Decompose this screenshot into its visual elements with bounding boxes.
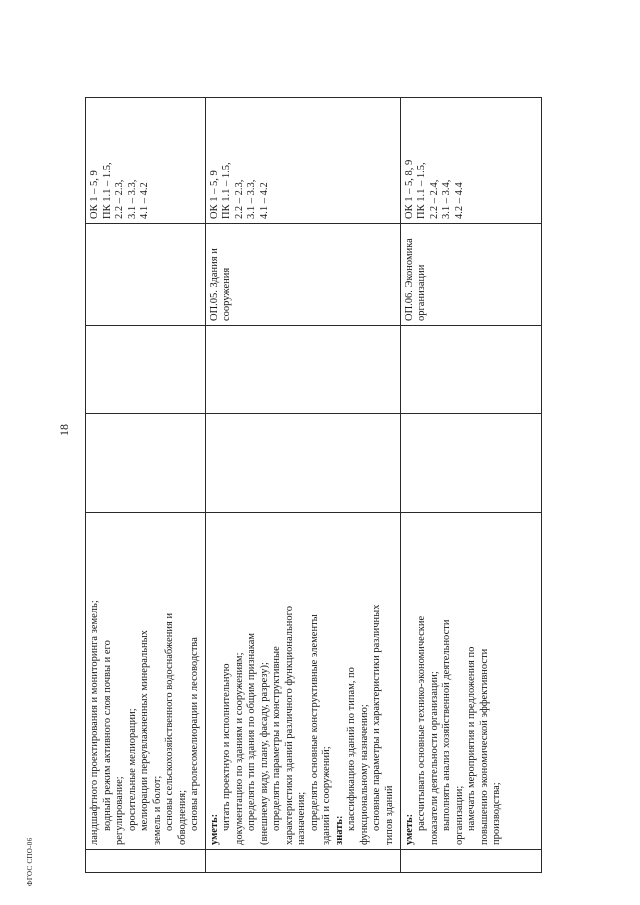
table-cell-hours [400,326,541,414]
discipline-name: ОП.06. Экономика организации [403,238,427,321]
content-heading: уметь: [208,813,220,845]
content-line: основы агролесомелиорации и лесоводства [189,637,200,831]
competency-line: 3.1 – 3.3, [246,179,257,219]
table-cell-discipline [205,224,400,326]
competency-line: ОК 1 – 5, 9 [208,170,220,219]
content-line: организации; [453,785,465,845]
competency-line: 2.2 – 2.4, [428,179,440,219]
competency-line: 4.2 – 4.4 [453,182,465,219]
content-line: основные параметры и характеристики различных [371,604,382,831]
content-line: производства; [491,782,502,845]
table-cell-hours [205,326,400,414]
competency-line: ПК 1.1 – 1.5, [416,162,427,219]
footer-code: ФГОС СПО-06 [26,837,34,886]
table-cell-competencies [400,98,541,224]
content-line: мелиорации переувлажненных минеральных [139,630,150,831]
table-cell-competencies [86,98,206,224]
competency-line: 3.1 – 3.3, [126,179,138,219]
content-line: рассчитывать основные технико-экономические [416,615,427,831]
table-cell-index [86,850,206,873]
competency-line: 2.2 – 2.3, [233,179,245,219]
content-line: функциональному назначению; [358,704,370,845]
table-cell-content [205,513,400,850]
content-line: повышению экономической эффективности [478,648,490,845]
discipline-name: ОП.05. Здания и сооружения [208,248,232,321]
content-line: классификацию зданий по типам, по [346,667,357,831]
content-line: типов зданий [383,785,395,845]
table-cell-hours [205,414,400,513]
table-cell-discipline [400,224,541,326]
table-cell-hours [86,414,206,513]
content-line: намечать мероприятия и предложения по [466,646,477,831]
table-cell-content [400,513,541,850]
competency-line: ОК 1 – 5, 9 [89,170,100,219]
content-line: показатели деятельности организации; [428,671,440,845]
content-line: (внешнему виду, плану, фасаду, разрезу); [258,662,270,845]
content-line: документацию по зданиям и сооружениям; [233,652,245,845]
content-line: выполнять анализ хозяйственной деятельности [441,619,452,831]
content-line: зданий и сооружений; [321,746,332,845]
table-cell-hours [86,326,206,414]
content-line: оросительные мелиорации; [126,708,138,831]
competency-line: 4.1 – 4.2 [258,182,270,219]
table-row [400,28,541,873]
content-line: читать проектную и исполнительную [221,663,232,831]
table-cell-competencies [205,98,400,224]
table-cell-hours [400,414,541,513]
content-line: ландшафтного проектирования и мониторинга земель; [89,600,100,845]
content-line: определять параметры и конструктивные [271,646,282,831]
content-heading: знать: [333,815,345,845]
page-number: 18 [57,424,71,436]
content-heading: уметь: [403,813,415,845]
table-row [205,28,400,873]
table-row [86,28,206,873]
content-line: определять основные конструктивные элементы [308,614,320,831]
content-line: назначения; [296,791,307,845]
table-cell-index [205,850,400,873]
competency-line: ПК 1.1 – 1.5, [221,162,232,219]
content-line: водный режим активного слоя почвы и его [101,640,113,831]
curriculum-table [85,27,542,873]
competency-line: ПК 1.1 – 1.5, [101,162,113,219]
content-line: определять тип здания по общим признакам [246,632,257,831]
competency-line: ОК 1 – 5, 8, 9 [403,159,415,219]
content-line: обводнения; [176,789,188,845]
content-line: регулирование; [114,776,125,845]
competency-line: 2.2 – 2.3, [114,179,125,219]
competency-line: 3.1 – 3.4, [441,179,452,219]
table-cell-content [86,513,206,850]
table-cell-discipline [86,224,206,326]
content-line: основы сельскохозяйственного водоснабжения и [164,612,175,831]
content-line: земель и болот; [151,775,163,845]
content-line: характеристики зданий различного функционального [283,606,295,845]
competency-line: 4.1 – 4.2 [139,182,150,219]
table-cell-index [400,850,541,873]
